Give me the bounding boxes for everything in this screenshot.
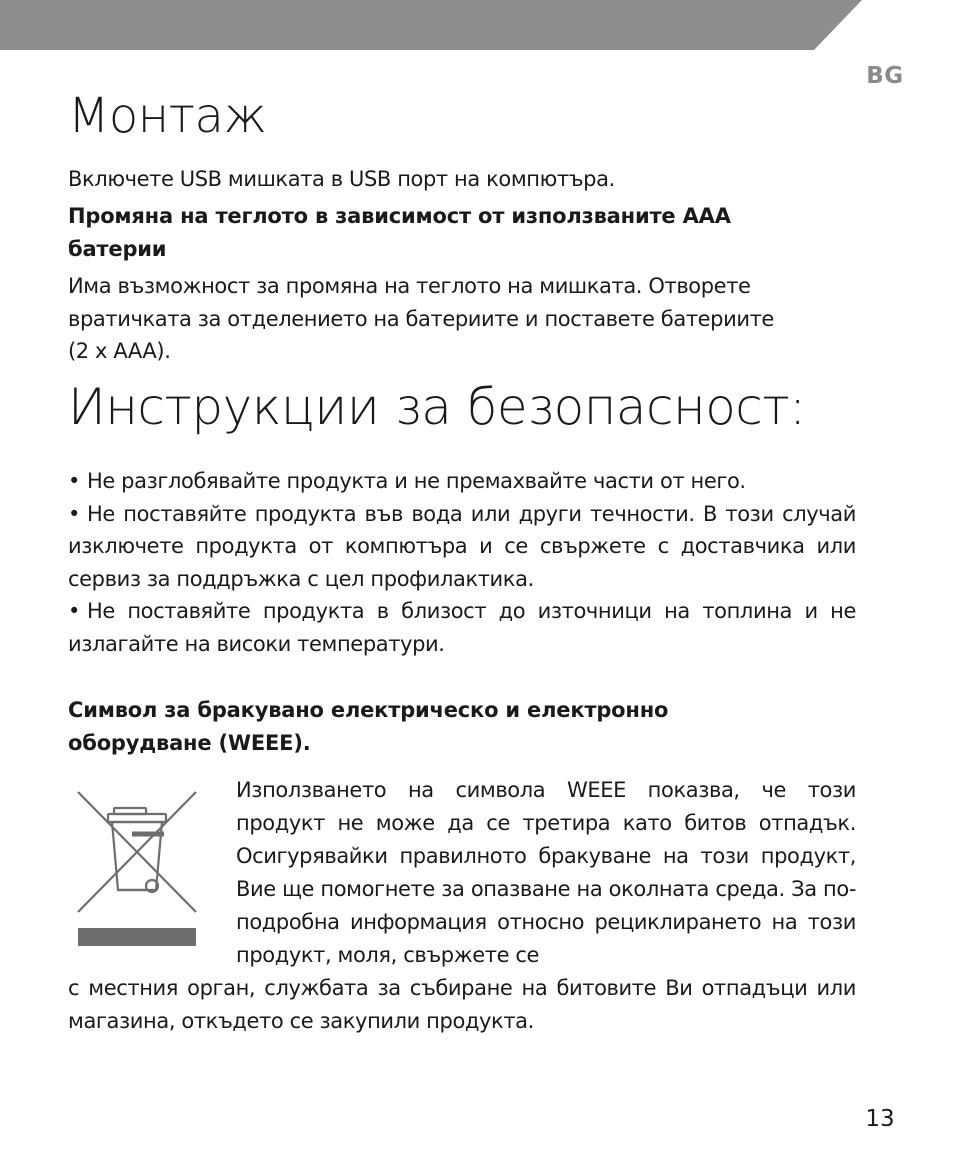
weee-text-below-icon: с местния орган, службата за събиране на битовите Ви отпадъци или магазина, откъдето се закупили продукта. xyxy=(68,976,856,1033)
montage-subheading: Промяна на теглото в зависимост от използваните AAA батерии xyxy=(68,204,731,261)
montage-intro: Включете USB мишката в USB порт на компютъра. xyxy=(68,167,615,191)
weee-heading: Символ за бракувано електрическо и електронно оборудване (WEEE). xyxy=(68,698,669,755)
bullet-icon: • xyxy=(68,469,80,493)
language-tag: BG xyxy=(866,63,904,89)
header-band xyxy=(0,0,954,50)
page-number: 13 xyxy=(865,1106,895,1132)
bullet-icon: • xyxy=(68,501,80,526)
montage-body: Има възможност за промяна на теглото на мишката. Отворете вратичката за отделението на батериите и поставете батериите (2 x AAA). xyxy=(68,274,774,363)
crossed-out-wheeled-bin-icon xyxy=(74,788,200,950)
weee-text-beside-icon: Използването на символа WEEE показва, че този продукт не може да се третира като битов отпадък. Осигурявайки правилното бракуване на този продукт, Вие ще помогнете за опазване на околната среда. За по-подробна информация относно рециклирането на този продукт, моля, свържете се xyxy=(236,778,856,967)
safety-item: • Не разглобявайте продукта и не премахвайте части от него. xyxy=(68,465,856,498)
safety-item: • Не поставяйте продукта в близост до източници на топлина и не излагайте на високи температури. xyxy=(68,595,856,660)
section-title-safety: Инструкции за безопасност: xyxy=(68,378,806,436)
safety-item: • Не поставяйте продукта във вода или други течности. В този случай изключете продукта от компютъра и се свържете с доставчика или сервиз за поддръжка с цел профилактика. xyxy=(68,498,856,596)
bullet-icon: • xyxy=(68,599,80,623)
safety-list xyxy=(68,465,856,660)
section-title-montage: Монтаж xyxy=(68,88,267,144)
